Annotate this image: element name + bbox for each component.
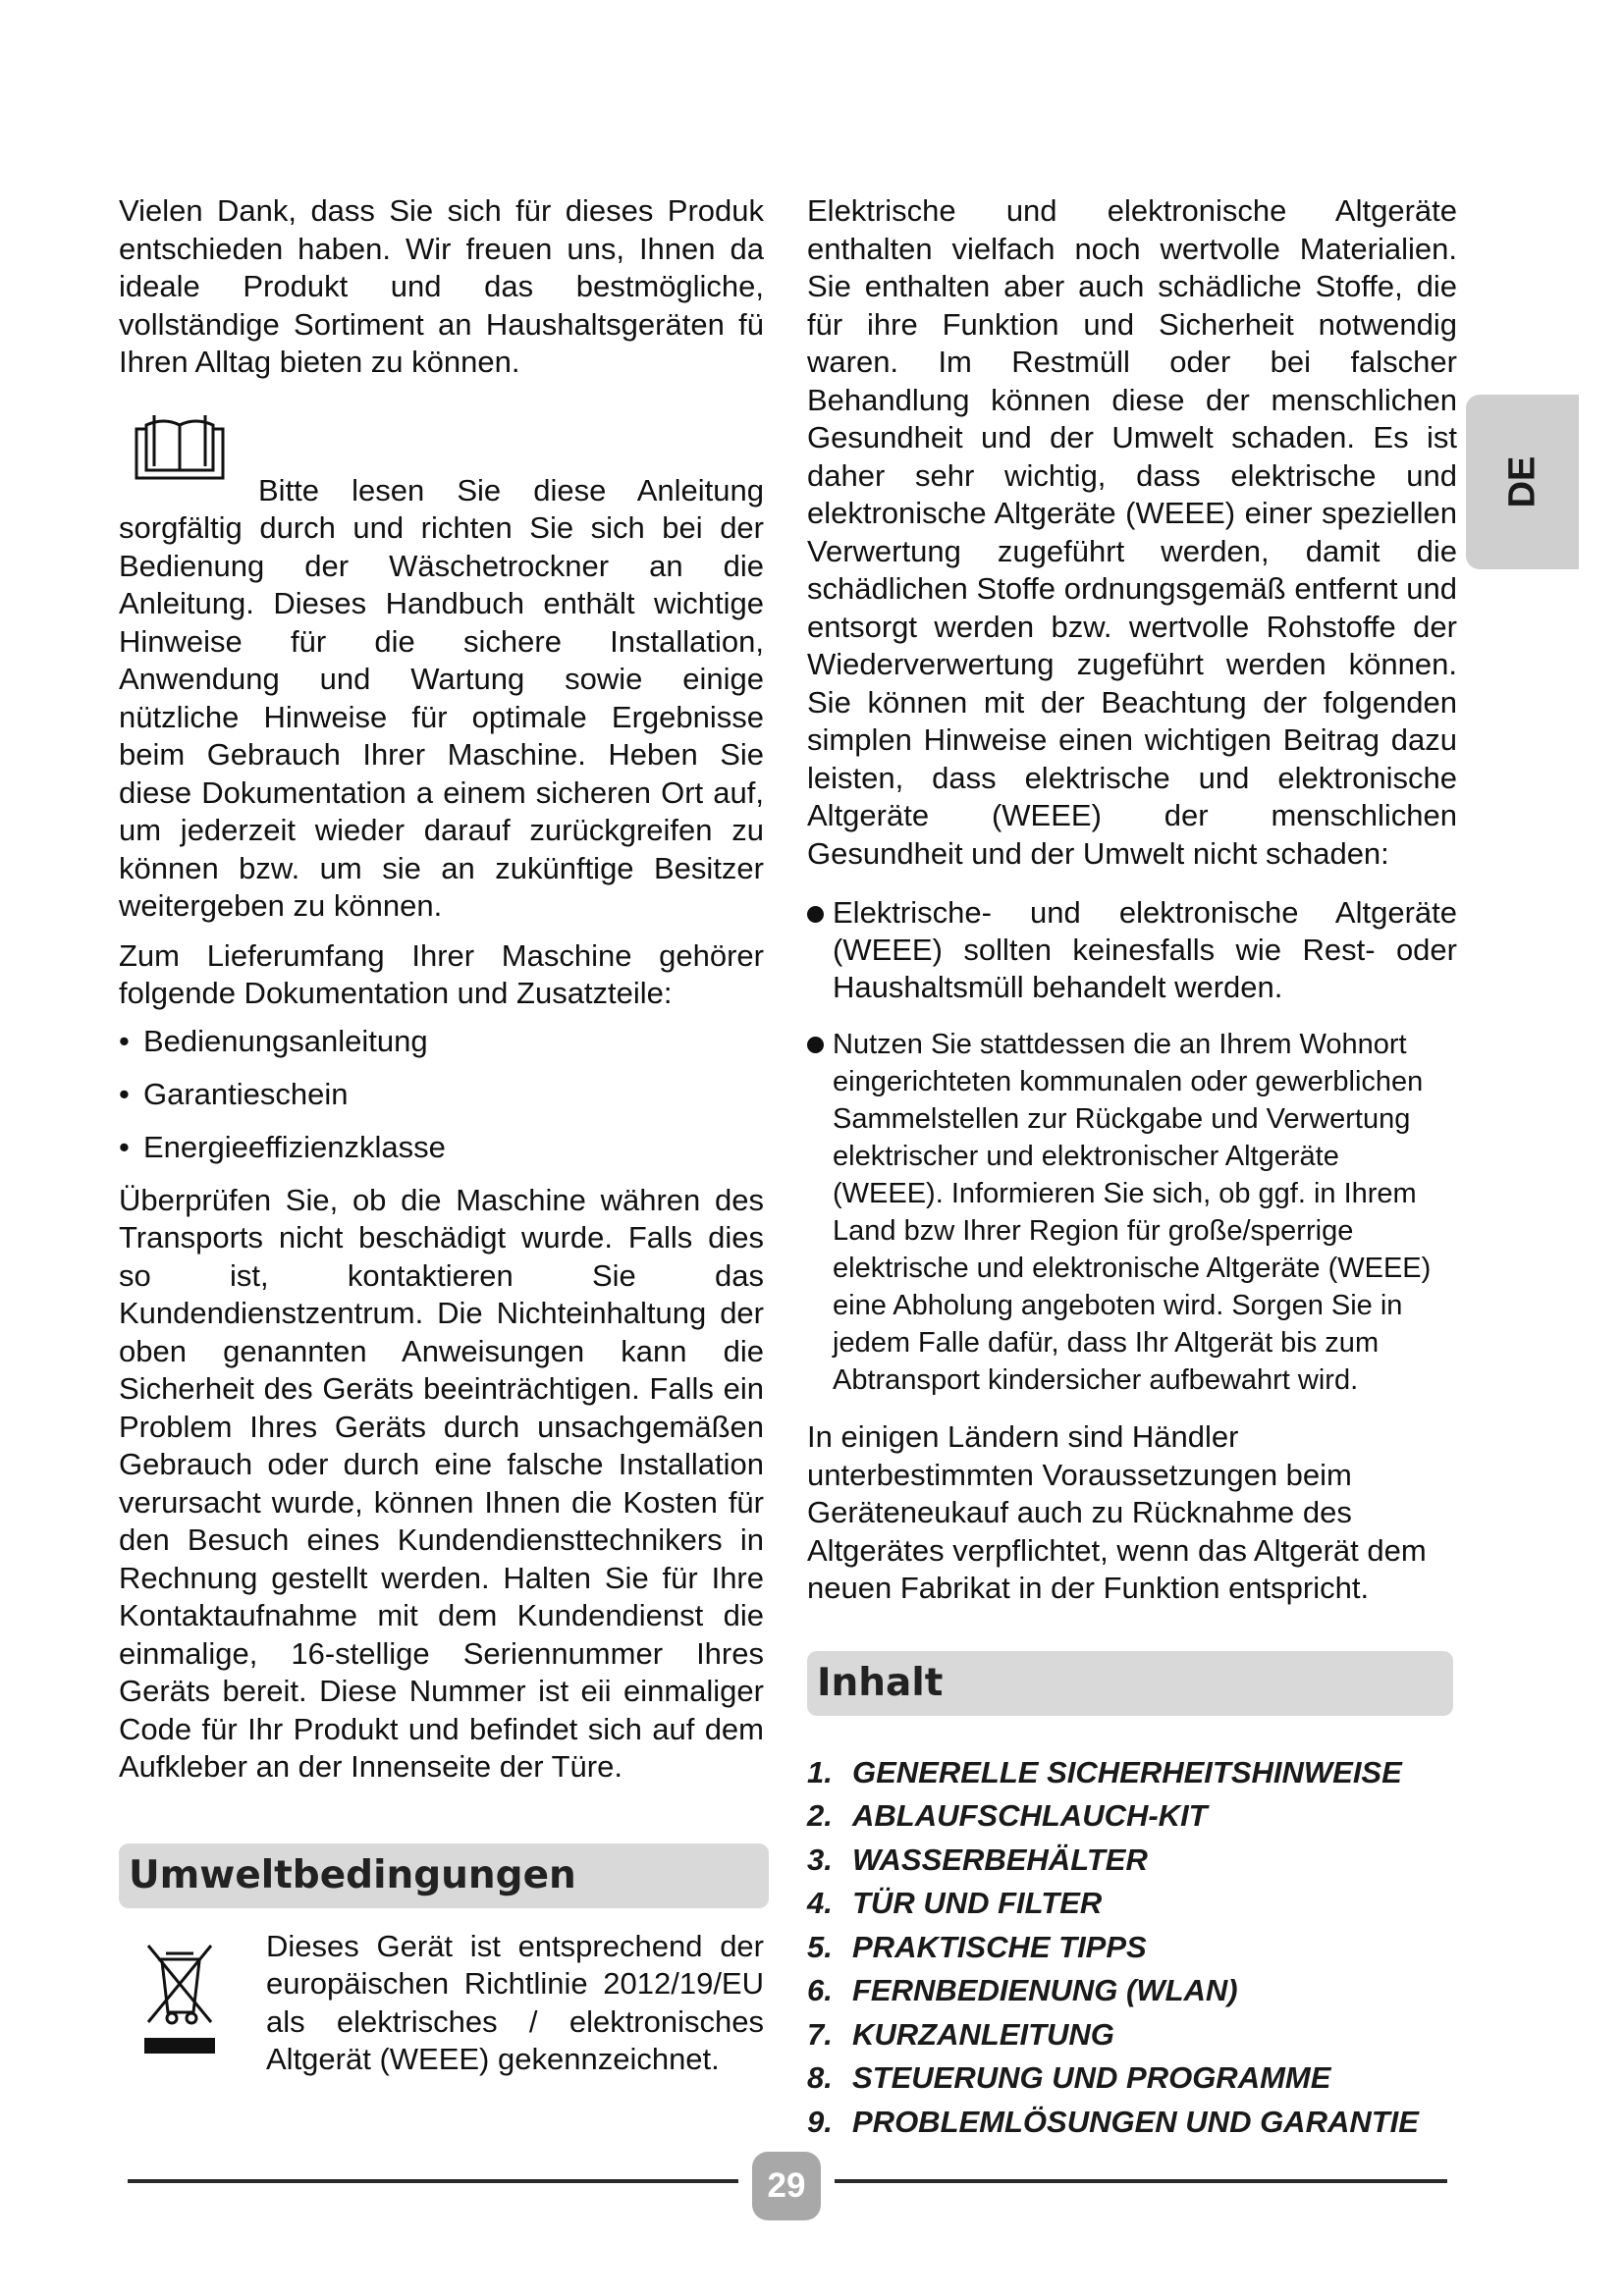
language-tab-de xyxy=(1466,395,1579,569)
read-manual-paragraph: Bitte lesen Sie diese Anleitung sorgfältig durch und richten Sie sich bei der Bedienung der Wäschetrockner an die Anleitung. Dieses Handbuch enthält wichtige Hinweise für die sichere Installation, Anwendung und Wartung sowie einige nützliche Hinweise für optimale Ergebnisse beim Gebrauch Ihrer Maschine. Heben Sie diese Dokumentation a einem sicheren Ort auf, um jederzeit wieder darauf zurückgreifen zu können bzw. um sie an zukünftige Besitzer weitergeben zu können. xyxy=(119,472,764,923)
page-number: 29 xyxy=(767,2166,806,2205)
toc-item[interactable] xyxy=(807,1839,1457,1883)
weee-notice xyxy=(119,1928,764,2079)
table-of-contents xyxy=(807,1751,1457,2145)
transport-check-paragraph: Überprüfen Sie, ob die Maschine währen des Transports nicht beschädigt wurde. Falls dies so ist, kontaktieren Sie das Kundendienstzentrum. Die Nichteinhaltung der oben genannten Anweisungen kann die Sicherheit des Geräts beeinträchtigen. Falls ein Problem Ihres Geräts durch unsachgemäßen Gebrauch oder durch eine falsche Installation verursacht wurde, können Ihnen die Kosten für den Besuch eines Kundendiensttechnikers in Rechnung gestellt werden. Halten Sie für Ihre Kontaktaufnahme mit dem Kundendienst die einmalige, 16-stellige Seriennummer Ihres Geräts bereit. Diese Nummer ist eii einmaliger Code für Ihr Produkt und befindet sich auf dem Aufkleber an der Innenseite der Türe. xyxy=(119,1182,764,1784)
toc-number: 1. xyxy=(807,1754,833,1789)
scope-list xyxy=(119,1023,764,1166)
toc-title: WASSERBEHÄLTER xyxy=(852,1842,1148,1877)
list-item xyxy=(807,1026,1457,1399)
toc-item[interactable] xyxy=(807,1751,1457,1795)
toc-item[interactable] xyxy=(807,2056,1457,2101)
list-item xyxy=(119,1023,764,1060)
section-heading-label: Umweltbedingungen xyxy=(129,1853,576,1897)
manual-notice xyxy=(119,411,764,926)
retailer-note: In einigen Ländern sind Händler unterbestimmten Voraussetzungen beim Geräteneukauf auch zu Rücknahme des Altgerätes verpflichtet, wenn das Altgerät dem neuen Fabrikat in der Funktion entspricht. xyxy=(807,1419,1427,1605)
toc-number: 9. xyxy=(807,2104,833,2139)
left-column xyxy=(119,192,764,2079)
list-item-label: Elektrische- und elektronische Altgeräte (WEEE) sollten keinesfalls wie Rest- oder Haushaltsmüll behandelt werden. xyxy=(833,895,1457,1004)
list-item xyxy=(119,1129,764,1166)
list-item xyxy=(807,894,1457,1006)
weee-rules-list xyxy=(807,894,1457,1399)
toc-number: 3. xyxy=(807,1842,833,1877)
bullet-dot-icon xyxy=(807,1026,833,1043)
section-heading-label: Inhalt xyxy=(817,1661,944,1705)
bullet-mark: • xyxy=(119,1129,130,1164)
toc-title: TÜR UND FILTER xyxy=(852,1886,1103,1920)
toc-item[interactable] xyxy=(807,1794,1457,1839)
open-book-icon xyxy=(135,411,225,480)
section-heading-inhalt xyxy=(807,1651,1453,1716)
toc-number: 8. xyxy=(807,2060,833,2095)
bullet-mark: • xyxy=(119,1023,130,1058)
toc-number: 6. xyxy=(807,1973,833,2007)
toc-number: 4. xyxy=(807,1886,833,1920)
toc-title: STEUERUNG UND PROGRAMME xyxy=(852,2060,1331,2095)
toc-item[interactable] xyxy=(807,1926,1457,1970)
scope-intro: Zum Lieferumfang Ihrer Maschine gehörer folgende Dokumentation und Zusatzteile: xyxy=(119,937,764,1010)
toc-number: 2. xyxy=(807,1798,833,1833)
list-item-label: Garantieschein xyxy=(143,1076,349,1111)
toc-item[interactable] xyxy=(807,1882,1457,1926)
language-tab-label: DE xyxy=(1501,455,1543,508)
toc-number: 5. xyxy=(807,1929,833,1964)
weee-paragraph: Dieses Gerät ist entsprechend der europäischen Richtlinie 2012/19/EU als elektrisches / elektronisches Altgerät (WEEE) gekennzeichnet. xyxy=(266,1928,764,2076)
toc-title: ABLAUFSCHLAUCH-KIT xyxy=(852,1798,1208,1833)
toc-number: 7. xyxy=(807,2016,833,2052)
toc-item[interactable] xyxy=(807,2101,1457,2145)
toc-title: FERNBEDIENUNG (WLAN) xyxy=(852,1973,1238,2007)
intro-paragraph: Vielen Dank, dass Sie sich für dieses Produk entschieden haben. Wir freuen uns, Ihnen da ideale Produkt und das bestmögliche, vollständige Sortiment an Haushaltsgeräten fü Ihren Alltag bieten zu können. xyxy=(119,193,764,379)
toc-title: KURZANLEITUNG xyxy=(852,2016,1114,2052)
footer-rule-right xyxy=(835,2179,1447,2183)
toc-item[interactable] xyxy=(807,2013,1457,2057)
toc-item[interactable] xyxy=(807,1969,1457,2013)
list-item-label: Energieeffizienzklasse xyxy=(143,1129,446,1164)
toc-title: PROBLEMLÖSUNGEN UND GARANTIE xyxy=(852,2104,1419,2139)
list-item xyxy=(119,1076,764,1113)
toc-title: GENERELLE SICHERHEITSHINWEISE xyxy=(852,1754,1402,1789)
bullet-mark: • xyxy=(119,1076,130,1111)
section-heading-umwelt xyxy=(119,1843,769,1908)
weee-info-paragraph: Elektrische und elektronische Altgeräte enthalten vielfach noch wertvolle Materialien. Sie enthalten aber auch schädliche Stoffe, die für ihre Funktion und Sicherheit notwendig waren. Im Restmüll oder bei falscher Behandlung können diese der menschlichen Gesundheit und der Umwelt schaden. Es ist daher sehr wichtig, dass elektrische und elektronische Altgeräte (WEEE) einer speziellen Verwertung zugeführt werden, damit die schädlichen Stoffe ordnungsgemäß entfernt und entsorgt werden bzw. wertvolle Rohstoffe der Wiederverwertung zugeführt werden können. Sie können mit der Beachtung der folgenden simplen Hinweise einen wichtigen Beitrag dazu leisten, dass elektrische und elektronische Altgeräte (WEEE) der menschlichen Gesundheit und der Umwelt nicht schaden: xyxy=(807,193,1457,871)
right-column xyxy=(807,192,1457,2144)
crossed-out-wheelie-bin-icon xyxy=(142,1938,217,2056)
bullet-dot-icon xyxy=(807,894,833,912)
list-item-label: Bedienungsanleitung xyxy=(143,1023,428,1058)
list-item-label: Nutzen Sie stattdessen die an Ihrem Wohnort eingerichteten kommunalen oder gewerblichen Sammelstellen zur Rückgabe und Verwertung elektrischer und elektronischer Altgeräte (WEEE). Informieren Sie sich, ob ggf. in Ihrem Land bzw Ihrer Region für große/sperrige elektrische und elektronische Altgeräte (WEEE) eine Abholung angeboten wird. Sorgen Sie in jedem Falle dafür, dass Ihr Altgerät bis zum Abtransport kindersicher aufbewahrt wird. xyxy=(833,1029,1432,1396)
toc-title: PRAKTISCHE TIPPS xyxy=(852,1929,1147,1964)
page-number-badge xyxy=(752,2152,821,2220)
footer-rule-left xyxy=(128,2179,738,2183)
